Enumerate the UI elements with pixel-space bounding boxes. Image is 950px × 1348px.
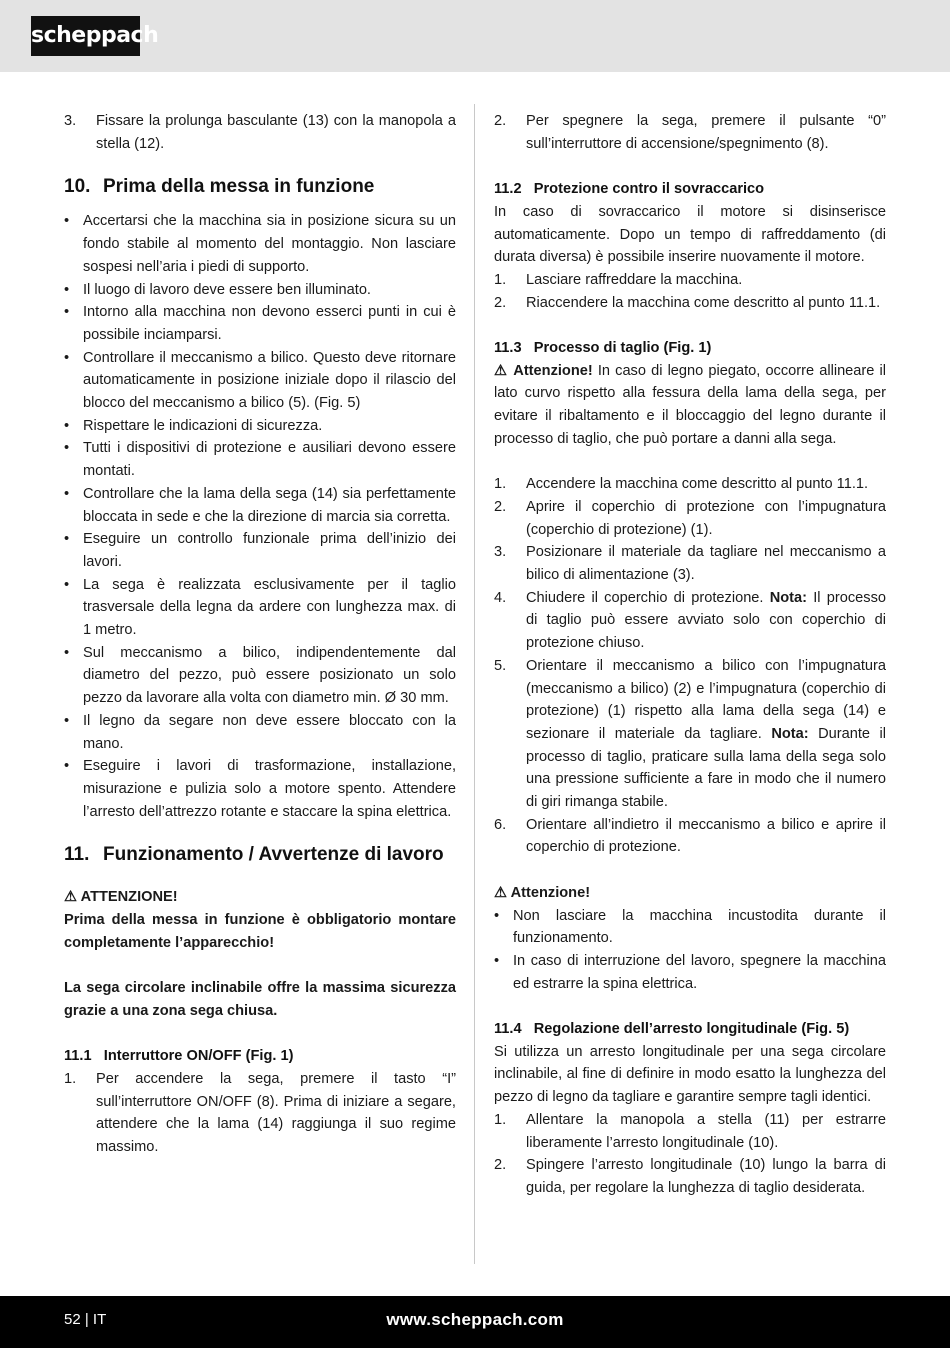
numbered-item: 4. Chiudere il coperchio di protezione. Nota: Il processo di taglio può essere avviato solo con coperchio di protezione chiuso. xyxy=(494,589,886,652)
item-number: 3. xyxy=(64,113,77,129)
bullet-item: • La sega è realizzata esclusivamente per il taglio trasversale della legna da ardere con lunghezza max. di 1 metro. xyxy=(64,576,456,639)
bullet-item: • Il luogo di lavoro deve essere ben illuminato. xyxy=(64,281,371,298)
bullet-item: • Il legno da segare non deve essere bloccato con la mano. xyxy=(64,712,456,752)
bullet-item: • Eseguire i lavori di trasformazione, installazione, misurazione e pulizia solo a motore spento. Attendere l’arresto dell’attrezzo rotante e staccare la spina elettrica. xyxy=(64,758,456,820)
numbered-item: 2. Aprire il coperchio di protezione con l’impugnatura (coperchio di protezione) (1). xyxy=(494,498,886,538)
warning-heading: ⚠ Attenzione! xyxy=(494,884,591,901)
column-divider xyxy=(474,104,475,1264)
section-11-heading xyxy=(64,843,456,866)
bullet-item: • Intorno alla macchina non devono esserci punti in cui è possibile inciamparsi. xyxy=(64,304,456,343)
bullet-item: • Non lasciare la macchina incustodita durante il funzionamento. xyxy=(494,907,886,947)
page-header xyxy=(0,0,950,72)
bullet-item: • Accertarsi che la macchina sia in posizione sicura su un fondo stabile al momento del montaggio. Non lasciare sospesi nell’aria i piedi di supporto. xyxy=(64,213,456,275)
numbered-item: 1. Accendere la macchina come descritto al punto 11.1. xyxy=(494,476,869,493)
bullet-item: • Sul meccanismo a bilico, indipendentemente dal diametro del pezzo, può essere posizionato un solo pezzo da lavorare alla volta con diametro min. Ø 30 mm. xyxy=(64,644,456,707)
numbered-item xyxy=(64,110,456,155)
numbered-item: 2. Spingere l’arresto longitudinale (10) lungo la barra di guida, per regolare la lunghezza di taglio desiderata. xyxy=(494,1157,886,1196)
item-text: Fissare la prolunga basculante (13) con la manopola a stella (12). xyxy=(96,113,456,152)
warning-icon: ⚠ xyxy=(494,884,508,901)
section-number: 10. xyxy=(64,176,91,198)
warning-icon: ⚠ xyxy=(64,889,78,906)
numbered-item: 1. Lasciare raffreddare la macchina. xyxy=(494,271,743,288)
subsection-11-1-heading: 11.1 Interruttore ON/OFF (Fig. 1) xyxy=(64,1048,294,1065)
bullet-item: • Tutti i dispositivi di protezione e ausiliari devono essere montati. xyxy=(64,440,456,480)
safety-text: La sega circolare inclinabile offre la massima sicurezza grazie a una zona sega chiusa. xyxy=(64,980,456,1019)
numbered-item: 1. Per accendere la sega, premere il tasto “I” sull’interruttore ON/OFF (8). Prima di iniziare a segare, attendere che la lama (14) raggiunga il suo regime massimo. xyxy=(64,1070,456,1156)
numbered-item: 2. Riaccendere la macchina come descritto al punto 11.1. xyxy=(494,294,881,311)
subsection-11-3-text: ⚠ Attenzione! In caso di legno piegato, occorre allineare il lato curvo rispetto alla fessura della lama della sega, per evitare il ribaltamento e il bloccaggio del legno durante il processo di taglio, che può portare a danni alla sega. xyxy=(494,362,886,447)
website-url: www.scheppach.com xyxy=(386,1310,564,1329)
section-title: Funzionamento / Avvertenze di lavoro xyxy=(103,844,444,866)
bullet-item: • Rispettare le indicazioni di sicurezza. xyxy=(64,417,323,434)
warning-icon: ⚠ xyxy=(494,362,509,379)
bullet-item: • Eseguire un controllo funzionale prima dell’inizio dei lavori. xyxy=(64,531,456,570)
section-10-bullets xyxy=(64,210,456,823)
subsection-11-2-text: In caso di sovraccarico il motore si disinserisce automaticamente. Dopo un tempo di raffreddamento (di durata diversa) è possibile inserire nuovamente il motore. xyxy=(494,203,886,266)
numbered-item: 1. Allentare la manopola a stella (11) per estrarre liberamente l’arresto longitudinale (10). xyxy=(494,1111,886,1151)
numbered-item: 6. Orientare all’indietro il meccanismo a bilico e aprire il coperchio di protezione. xyxy=(494,816,886,856)
numbered-item: 2. Per spegnere la sega, premere il pulsante “0” sull’interruttore di accensione/spegnimento (8). xyxy=(494,113,886,152)
subsection-11-3-heading: 11.3 Processo di taglio (Fig. 1) xyxy=(494,340,712,356)
bullet-item: • Controllare il meccanismo a bilico. Questo deve ritornare automaticamente in posizione iniziale dopo il rilascio del blocco del meccanismo a bilico (5). (Fig. 5) xyxy=(64,349,456,412)
right-column xyxy=(494,110,886,1200)
left-column xyxy=(64,110,456,1159)
subsection-11-2-heading: 11.2 Protezione contro il sovraccarico xyxy=(494,181,765,198)
section-10-heading xyxy=(64,175,456,198)
section-title: Prima della messa in funzione xyxy=(103,176,375,198)
warning-heading: ⚠ ATTENZIONE! xyxy=(64,889,178,906)
scheppach-logo: scheppach xyxy=(31,16,140,56)
subsection-11-4-text: Si utilizza un arresto longitudinale per una sega circolare inclinabile, al fine di definire in modo esatto la lunghezza del pezzo di legno da tagliare e garantire sempre tagli identici. xyxy=(494,1043,886,1106)
bullet-item: • In caso di interruzione del lavoro, spegnere la macchina ed estrarre la spina elettrica. xyxy=(494,952,886,992)
warning-text: Prima della messa in funzione è obbligatorio montare completamente l’apparecchio! xyxy=(64,912,456,951)
numbered-item: 3. Posizionare il materiale da tagliare nel meccanismo a bilico di alimentazione (3). xyxy=(494,544,886,584)
subsection-11-4-heading: 11.4 Regolazione dell’arresto longitudinale (Fig. 5) xyxy=(494,1021,850,1038)
numbered-item: 5. Orientare il meccanismo a bilico con l’impugnatura (meccanismo a bilico) (2) e l’impugnatura (coperchio di protezione) (1) rispetto alla lama della sega (14) e sezionare il materiale da tagliare. Nota: Durante il processo di taglio, praticare sulla lama della sega solo una pressione sufficiente a fare in modo che il numero di giri rimanga stabile. xyxy=(494,657,887,811)
bullet-item: • Controllare che la lama della sega (14) sia perfettamente bloccata in sede e che la direzione di marcia sia corretta. xyxy=(64,485,456,525)
page-number: 52 | IT xyxy=(64,1311,107,1328)
section-number: 11. xyxy=(64,844,90,866)
page-footer xyxy=(0,1296,950,1348)
